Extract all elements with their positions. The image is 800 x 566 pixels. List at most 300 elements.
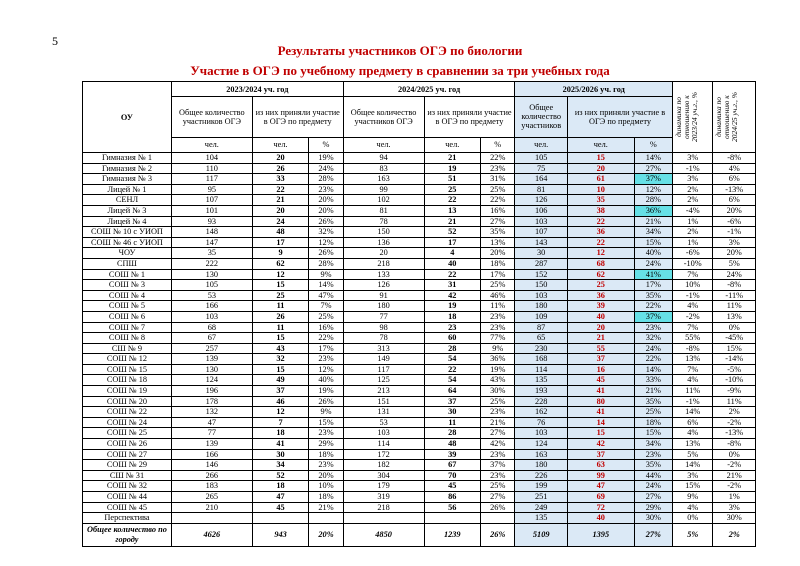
cell-p3: 34% [634, 227, 672, 238]
table-body [83, 153, 756, 547]
results-table [82, 81, 756, 547]
cell-p1: 19% [309, 386, 343, 397]
cell-a2: 78 [343, 216, 424, 227]
cell-b1: 43 [252, 343, 309, 354]
cell-name: Лицей № 4 [83, 216, 172, 227]
cell-a1: 130 [171, 364, 252, 375]
cell-d2: 2% [713, 407, 756, 418]
unit-count: чел. [171, 137, 252, 152]
cell-p1: 29% [309, 439, 343, 450]
table-row [83, 343, 756, 354]
cell-d1: 14% [673, 407, 713, 418]
cell-p1: 19% [309, 153, 343, 164]
cell-p2: 25% [481, 280, 515, 291]
cell-b1: 12 [252, 269, 309, 280]
cell-b1: 17 [252, 237, 309, 248]
cell-b1: 49 [252, 375, 309, 386]
total-d1: 5% [673, 523, 713, 546]
cell-a3: 193 [515, 386, 568, 397]
cell-a1: 266 [171, 470, 252, 481]
cell-name: СОШ № 15 [83, 364, 172, 375]
cell-b2: 56 [424, 502, 481, 513]
cell-b2: 70 [424, 470, 481, 481]
cell-d1: -1% [673, 163, 713, 174]
cell-a3: 107 [515, 227, 568, 238]
cell-b3: 20 [567, 163, 634, 174]
cell-b1: 34 [252, 460, 309, 471]
table-row [83, 364, 756, 375]
table-row [83, 417, 756, 428]
cell-d2: -2% [713, 481, 756, 492]
cell-d2: -8% [713, 153, 756, 164]
cell-name: СОШ № 5 [83, 301, 172, 312]
cell-b2: 42 [424, 290, 481, 301]
cell-b3: 37 [567, 354, 634, 365]
cell-p3: 14% [634, 364, 672, 375]
cell-a3: 30 [515, 248, 568, 259]
cell-p3: 22% [634, 301, 672, 312]
cell-b3: 22 [567, 216, 634, 227]
cell-p3: 18% [634, 417, 672, 428]
cell-p1: 23% [309, 354, 343, 365]
cell-a1: 103 [171, 311, 252, 322]
unit-count: чел. [424, 137, 481, 152]
cell-a3: 135 [515, 513, 568, 524]
table-row [83, 375, 756, 386]
cell-p3: 27% [634, 163, 672, 174]
total-a3: 5109 [515, 523, 568, 546]
header-total-2023: Общее количество участников ОГЭ [171, 97, 252, 137]
cell-name: СОШ № 10 с УИОП [83, 227, 172, 238]
cell-d2: -11% [713, 290, 756, 301]
table-row [83, 460, 756, 471]
cell-p2: 25% [481, 481, 515, 492]
cell-a3: 180 [515, 460, 568, 471]
cell-p3: 25% [634, 407, 672, 418]
unit-count: чел. [515, 137, 568, 152]
cell-name: СОШ № 45 [83, 502, 172, 513]
cell-b1: 46 [252, 396, 309, 407]
cell-d2: 5% [713, 258, 756, 269]
cell-p3: 21% [634, 216, 672, 227]
table-row [83, 184, 756, 195]
cell-name: СОШ № 6 [83, 311, 172, 322]
total-b3: 1395 [567, 523, 634, 546]
cell-a3: 103 [515, 428, 568, 439]
cell-b3: 14 [567, 417, 634, 428]
cell-b2: 86 [424, 492, 481, 503]
unit-count: чел. [343, 137, 424, 152]
total-d2: 2% [713, 523, 756, 546]
cell-d2: -2% [713, 460, 756, 471]
cell-a3: 249 [515, 502, 568, 513]
cell-a3: 143 [515, 237, 568, 248]
cell-a1: 257 [171, 343, 252, 354]
cell-b2: 39 [424, 449, 481, 460]
cell-d1: 2% [673, 195, 713, 206]
cell-p1: 24% [309, 163, 343, 174]
cell-d2: 24% [713, 269, 756, 280]
header-ou: ОУ [83, 82, 172, 153]
cell-a3: 199 [515, 481, 568, 492]
cell-p1: 10% [309, 481, 343, 492]
cell-a3: 150 [515, 280, 568, 291]
cell-a2: 117 [343, 364, 424, 375]
cell-a2: 133 [343, 269, 424, 280]
cell-p3: 35% [634, 396, 672, 407]
cell-p1: 20% [309, 205, 343, 216]
cell-d2: -5% [713, 364, 756, 375]
cell-d1: 4% [673, 428, 713, 439]
cell-d2: 6% [713, 195, 756, 206]
cell-b3: 12 [567, 248, 634, 259]
cell-p2: 77% [481, 333, 515, 344]
cell-d2: 21% [713, 470, 756, 481]
header-took-2024: из них приняли участие в ОГЭ по предмету [424, 97, 515, 137]
table-row [83, 492, 756, 503]
cell-b2: 19 [424, 163, 481, 174]
cell-b3: 38 [567, 205, 634, 216]
cell-b1: 37 [252, 386, 309, 397]
cell-d1: -4% [673, 205, 713, 216]
cell-p1: 14% [309, 280, 343, 291]
cell-d2: -13% [713, 184, 756, 195]
cell-p1: 23% [309, 184, 343, 195]
cell-p2: 13% [481, 237, 515, 248]
cell-a1: 139 [171, 439, 252, 450]
cell-d2: 15% [713, 343, 756, 354]
cell-name: СОШ № 18 [83, 375, 172, 386]
cell-a3: 226 [515, 470, 568, 481]
cell-d1: -2% [673, 311, 713, 322]
cell-a3: 114 [515, 364, 568, 375]
cell-b1: 26 [252, 163, 309, 174]
cell-a2: 81 [343, 205, 424, 216]
cell-b3: 36 [567, 227, 634, 238]
cell-b3: 22 [567, 237, 634, 248]
cell-p3: 28% [634, 195, 672, 206]
cell-a1: 222 [171, 258, 252, 269]
cell-d2: 20% [713, 248, 756, 259]
cell-a1: 166 [171, 449, 252, 460]
cell-p2: 37% [481, 460, 515, 471]
cell-a2: 182 [343, 460, 424, 471]
cell-a2: 313 [343, 343, 424, 354]
cell-d2: 4% [713, 163, 756, 174]
cell-d2: -1% [713, 227, 756, 238]
total-name: Общее количество по городу [83, 523, 172, 546]
cell-name: СЕНЛ [83, 195, 172, 206]
cell-p2: 23% [481, 311, 515, 322]
cell-d1: 14% [673, 460, 713, 471]
cell-p3: 17% [634, 280, 672, 291]
cell-b1: 62 [252, 258, 309, 269]
table-row [83, 153, 756, 164]
cell-a1: 178 [171, 396, 252, 407]
cell-p2: 18% [481, 258, 515, 269]
cell-name: СПШ [83, 258, 172, 269]
cell-p1: 28% [309, 174, 343, 185]
cell-d1: 1% [673, 237, 713, 248]
cell-a3: 135 [515, 375, 568, 386]
cell-b1: 15 [252, 333, 309, 344]
cell-p2: 20% [481, 248, 515, 259]
cell-p3: 37% [634, 311, 672, 322]
cell-name: Лицей № 1 [83, 184, 172, 195]
cell-a3: 76 [515, 417, 568, 428]
cell-d1: -1% [673, 396, 713, 407]
cell-d1: -6% [673, 248, 713, 259]
cell-p2: 46% [481, 290, 515, 301]
cell-p2: 21% [481, 417, 515, 428]
table-row [83, 354, 756, 365]
cell-b3: 41 [567, 407, 634, 418]
cell-a1: 124 [171, 375, 252, 386]
cell-a2: 77 [343, 311, 424, 322]
table-row [83, 301, 756, 312]
cell-p1: 23% [309, 460, 343, 471]
total-b2: 1239 [424, 523, 481, 546]
cell-b3: 99 [567, 470, 634, 481]
cell-a3: 126 [515, 195, 568, 206]
cell-d1: 3% [673, 470, 713, 481]
cell-a2: 150 [343, 227, 424, 238]
cell-p3: 30% [634, 513, 672, 524]
cell-b1: 20 [252, 205, 309, 216]
cell-a2: 126 [343, 280, 424, 291]
cell-b2: 31 [424, 280, 481, 291]
header-year-2024: 2024/2025 уч. год [343, 82, 515, 97]
cell-d2: 0% [713, 449, 756, 460]
cell-b3: 47 [567, 481, 634, 492]
cell-a2: 151 [343, 396, 424, 407]
cell-d2: 3% [713, 502, 756, 513]
table-row [83, 502, 756, 513]
cell-p2: 27% [481, 216, 515, 227]
cell-b3: 15 [567, 153, 634, 164]
cell-a1: 148 [171, 227, 252, 238]
cell-b2: 54 [424, 354, 481, 365]
table-row [83, 163, 756, 174]
cell-p2: 36% [481, 354, 515, 365]
cell-b3: 15 [567, 428, 634, 439]
cell-b3: 80 [567, 396, 634, 407]
cell-d1: 2% [673, 184, 713, 195]
cell-a2: 102 [343, 195, 424, 206]
total-a1: 4626 [171, 523, 252, 546]
cell-d1: 55% [673, 333, 713, 344]
cell-b2: 17 [424, 237, 481, 248]
total-p3: 27% [634, 523, 672, 546]
cell-p3: 15% [634, 237, 672, 248]
cell-b3: 40 [567, 311, 634, 322]
cell-d2: 0% [713, 322, 756, 333]
cell-name: СОШ № 24 [83, 417, 172, 428]
table-row [83, 439, 756, 450]
cell-p2: 23% [481, 322, 515, 333]
cell-b3: 41 [567, 386, 634, 397]
cell-name: СОШ № 19 [83, 386, 172, 397]
header-took-2023: из них приняли участие в ОГЭ по предмету [252, 97, 343, 137]
cell-d2: -45% [713, 333, 756, 344]
cell-d1: 5% [673, 449, 713, 460]
cell-p1: 22% [309, 333, 343, 344]
cell-a2: 131 [343, 407, 424, 418]
cell-a3: 251 [515, 492, 568, 503]
cell-name: СОШ № 4 [83, 290, 172, 301]
total-p1: 20% [309, 523, 343, 546]
cell-p2: 27% [481, 428, 515, 439]
table-row [83, 248, 756, 259]
cell-b1: 48 [252, 227, 309, 238]
cell-p1: 16% [309, 322, 343, 333]
cell-name: СШ № 9 [83, 343, 172, 354]
cell-p1: 23% [309, 428, 343, 439]
cell-a2: 114 [343, 439, 424, 450]
cell-b3: 72 [567, 502, 634, 513]
table-row [83, 280, 756, 291]
cell-b2: 19 [424, 301, 481, 312]
cell-b2: 54 [424, 375, 481, 386]
cell-p3: 40% [634, 248, 672, 259]
table-row [83, 396, 756, 407]
total-a2: 4850 [343, 523, 424, 546]
cell-a1: 35 [171, 248, 252, 259]
cell-b2: 28 [424, 343, 481, 354]
cell-name: СОШ № 32 [83, 481, 172, 492]
cell-d1: 10% [673, 280, 713, 291]
cell-b1: 18 [252, 428, 309, 439]
cell-b2: 18 [424, 311, 481, 322]
cell-a3: 109 [515, 311, 568, 322]
cell-p1: 28% [309, 258, 343, 269]
cell-d2: 20% [713, 205, 756, 216]
cell-b2: 11 [424, 417, 481, 428]
cell-p2: 9% [481, 343, 515, 354]
cell-p2: 43% [481, 375, 515, 386]
cell-b1: 18 [252, 481, 309, 492]
cell-b2: 51 [424, 174, 481, 185]
cell-name: СШ № 31 [83, 470, 172, 481]
cell-b1: 30 [252, 449, 309, 460]
cell-b1: 26 [252, 311, 309, 322]
cell-a3: 103 [515, 216, 568, 227]
cell-a1: 110 [171, 163, 252, 174]
cell-a3: 105 [515, 153, 568, 164]
cell-b1: 12 [252, 407, 309, 418]
cell-a2: 172 [343, 449, 424, 460]
cell-a3: 124 [515, 439, 568, 450]
cell-name: СОШ № 7 [83, 322, 172, 333]
cell-p2: 17% [481, 269, 515, 280]
cell-b2: 37 [424, 396, 481, 407]
cell-a1: 147 [171, 237, 252, 248]
cell-p2: 19% [481, 364, 515, 375]
cell-a2: 99 [343, 184, 424, 195]
cell-b3: 40 [567, 513, 634, 524]
table-row [83, 428, 756, 439]
cell-b2: 45 [424, 481, 481, 492]
cell-d2: -6% [713, 216, 756, 227]
cell-a2: 103 [343, 428, 424, 439]
cell-a3: 87 [515, 322, 568, 333]
table-row [83, 269, 756, 280]
cell-d1: 4% [673, 375, 713, 386]
cell-name: СОШ № 12 [83, 354, 172, 365]
cell-a3: 152 [515, 269, 568, 280]
cell-a1: 67 [171, 333, 252, 344]
cell-p1: 18% [309, 492, 343, 503]
cell-a1: 132 [171, 407, 252, 418]
cell-d2: 1% [713, 492, 756, 503]
cell-a3: 65 [515, 333, 568, 344]
cell-b3: 25 [567, 280, 634, 291]
cell-b2: 22 [424, 269, 481, 280]
cell-name: СОШ № 26 [83, 439, 172, 450]
unit-pct: % [309, 137, 343, 152]
cell-p2: 22% [481, 153, 515, 164]
cell-p3: 24% [634, 343, 672, 354]
cell-d1: 2% [673, 227, 713, 238]
cell-p3: 33% [634, 375, 672, 386]
cell-a1: 93 [171, 216, 252, 227]
table-row [83, 205, 756, 216]
cell-b2: 22 [424, 364, 481, 375]
header-took-2025: из них приняли участие в ОГЭ по предмету [567, 97, 672, 137]
cell-b2: 22 [424, 195, 481, 206]
cell-a2: 98 [343, 322, 424, 333]
cell-b3: 69 [567, 492, 634, 503]
cell-p1: 21% [309, 502, 343, 513]
page-title: Результаты участников ОГЭ по биологии [277, 43, 523, 58]
cell-name: Гимназия № 2 [83, 163, 172, 174]
cell-a3: 180 [515, 301, 568, 312]
cell-p1: 12% [309, 237, 343, 248]
cell-b3: 42 [567, 439, 634, 450]
cell-name: СОШ № 8 [83, 333, 172, 344]
cell-p1: 7% [309, 301, 343, 312]
cell-a2: 213 [343, 386, 424, 397]
cell-a2: 180 [343, 301, 424, 312]
cell-p3: 34% [634, 439, 672, 450]
cell-b1: 9 [252, 248, 309, 259]
cell-a2: 319 [343, 492, 424, 503]
cell-b1: 21 [252, 195, 309, 206]
cell-a2: 218 [343, 258, 424, 269]
header-total-2025: Общее количество участников [515, 97, 568, 137]
cell-p3: 44% [634, 470, 672, 481]
cell-b1: 15 [252, 280, 309, 291]
cell-b1: 20 [252, 153, 309, 164]
cell-b2: 28 [424, 428, 481, 439]
cell-p3: 29% [634, 502, 672, 513]
cell-a2: 304 [343, 470, 424, 481]
cell-name: Гимназия № 3 [83, 174, 172, 185]
cell-b3: 20 [567, 322, 634, 333]
cell-d2: 11% [713, 301, 756, 312]
cell-p2: 23% [481, 470, 515, 481]
cell-b1 [252, 513, 309, 524]
cell-p3: 24% [634, 481, 672, 492]
cell-a2: 78 [343, 333, 424, 344]
cell-p1: 25% [309, 311, 343, 322]
cell-b2: 13 [424, 205, 481, 216]
cell-a3: 228 [515, 396, 568, 407]
cell-d1: 7% [673, 269, 713, 280]
cell-d2: -9% [713, 386, 756, 397]
cell-a1: 101 [171, 205, 252, 216]
cell-b1: 33 [252, 174, 309, 185]
